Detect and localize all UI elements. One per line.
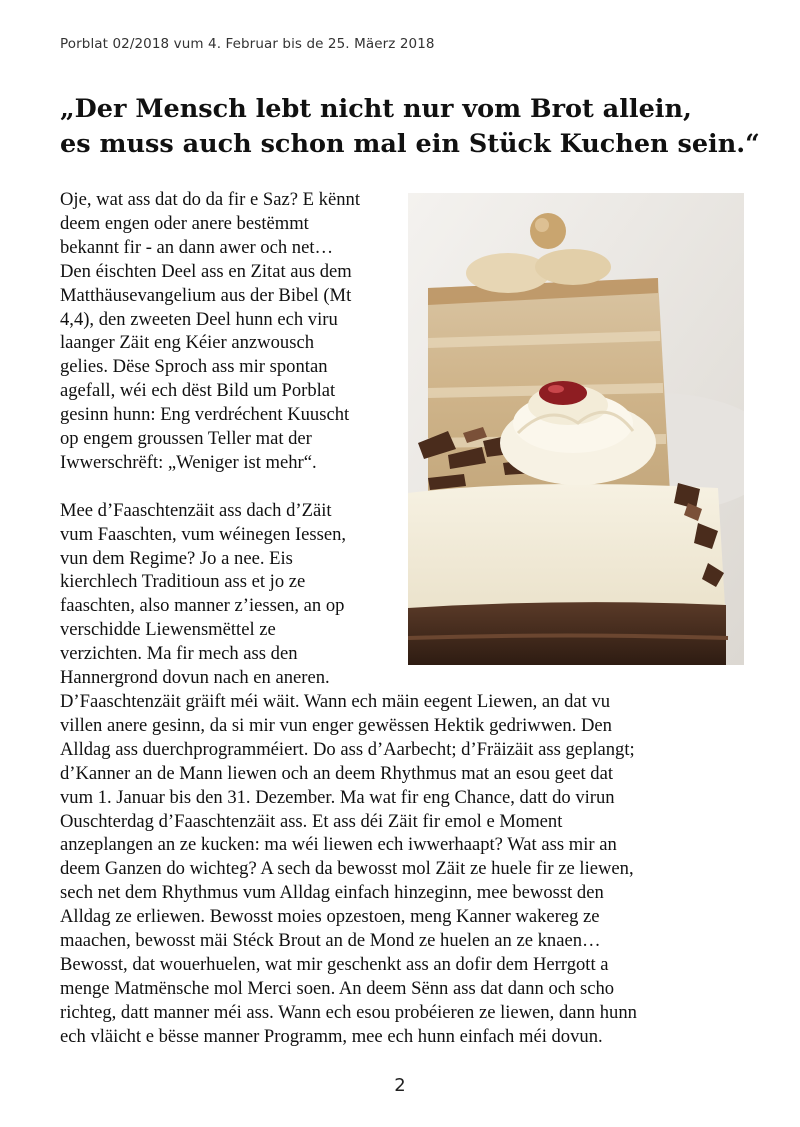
text-line: Oje, wat ass dat do da fir e Saz? E kënnt — [60, 189, 360, 210]
title-line: es muss auch schon mal ein Stück Kuchen sein.“ — [60, 129, 760, 159]
text-line: agefall, wéi ech dëst Bild um Porblat — [60, 380, 336, 402]
intro-column — [60, 188, 405, 690]
text-line: gelies. Dëse Sproch ass mir spontan — [60, 356, 328, 378]
text-line: vun dem Regime? Jo a nee. Eis — [60, 547, 293, 569]
text-line: deem Ganzen do wichteg? A sech da bewosst mol Zäit ze huele fir ze liewen, — [60, 858, 634, 880]
text-line: vum 1. Januar bis den 31. Dezember. Ma wat fir eng Chance, datt do virun — [60, 786, 615, 808]
page-header: Porblat 02/2018 vum 4. Februar bis de 25. Mäerz 2018 — [60, 36, 435, 52]
text-line: Alldag ze erliewen. Bewosst moies opzestoen, meng Kanner wakereg ze — [60, 906, 600, 928]
page-title — [60, 92, 760, 162]
text-line: villen anere gesinn, da si mir vun enger gewëssen Hektik gedriwwen. Den — [60, 714, 612, 736]
text-line: faaschten, also manner z’iessen, an op — [60, 595, 345, 617]
text-line: Ouschterdag d’Faaschtenzäit ass. Et ass déi Zäit fir emol e Moment — [60, 810, 563, 832]
main-paragraph — [60, 690, 760, 1049]
text-line: 4,4), den zweeten Deel hunn ech viru — [60, 308, 338, 330]
text-line: deem engen oder anere bestëmmt — [60, 212, 309, 234]
text-line: Iwwerschrëft: „Weniger ist mehr“. — [60, 451, 317, 473]
paragraph-2 — [60, 499, 405, 690]
text-line: richteg, datt manner méi ass. Wann ech esou probéieren ze liewen, dann hunn — [60, 1001, 637, 1023]
text-line: kierchlech Traditioun ass et jo ze — [60, 571, 306, 593]
cake-photo — [408, 193, 744, 665]
text-line: vum Faaschten, vum wéinegen Iessen, — [60, 523, 347, 545]
text-line: sech net dem Rhythmus vum Alldag einfach hinzeginn, mee bewosst den — [60, 882, 604, 904]
text-line: op engem groussen Teller mat der — [60, 428, 312, 450]
text-line: menge Matmënsche mol Merci soen. An deem Sënn ass dat dann och scho — [60, 977, 615, 999]
text-line: laanger Zäit eng Kéier anzwousch — [60, 332, 314, 354]
text-line: verzichten. Ma fir mech ass den — [60, 643, 298, 665]
text-line: anzeplangen an ze kucken: ma wéi liewen ech iwwerhaapt? Wat ass mir an — [60, 834, 617, 856]
text-line: Matthäusevangelium aus der Bibel (Mt — [60, 284, 352, 306]
title-line: „Der Mensch lebt nicht nur vom Brot allein, — [60, 94, 692, 124]
text-line: Alldag ass duerchprogramméiert. Do ass d’Aarbecht; d’Fräizäit ass geplangt; — [60, 738, 635, 760]
text-line: verschidde Liewensmëttel ze — [60, 619, 276, 641]
text-line: Mee d’Faaschtenzäit ass dach d’Zäit — [60, 499, 332, 521]
cake-illustration — [408, 193, 744, 665]
text-line: Hannergrond dovun nach en aneren. — [60, 667, 330, 689]
text-line: Bewosst, dat wouerhuelen, wat mir geschenkt ass an dofir dem Herrgott a — [60, 953, 609, 975]
text-line: D’Faaschtenzäit gräift méi wäit. Wann ech mäin eegent Liewen, an dat vu — [60, 691, 611, 712]
text-line: d’Kanner an de Mann liewen och an deem Rhythmus mat an esou geet dat — [60, 762, 613, 784]
page-number: 2 — [394, 1075, 406, 1096]
text-line: Den éischten Deel ass en Zitat aus dem — [60, 260, 352, 282]
text-line: gesinn hunn: Eng verdréchent Kuuscht — [60, 404, 350, 426]
paragraph-1 — [60, 188, 405, 475]
text-line: ech vläicht e bësse manner Programm, mee ech hunn einfach méi dovun. — [60, 1025, 603, 1047]
text-line: bekannt fir - an dann awer och net… — [60, 236, 334, 258]
text-line: maachen, bewosst mäi Stéck Brout an de Mond ze huelen an ze knaen… — [60, 930, 601, 952]
